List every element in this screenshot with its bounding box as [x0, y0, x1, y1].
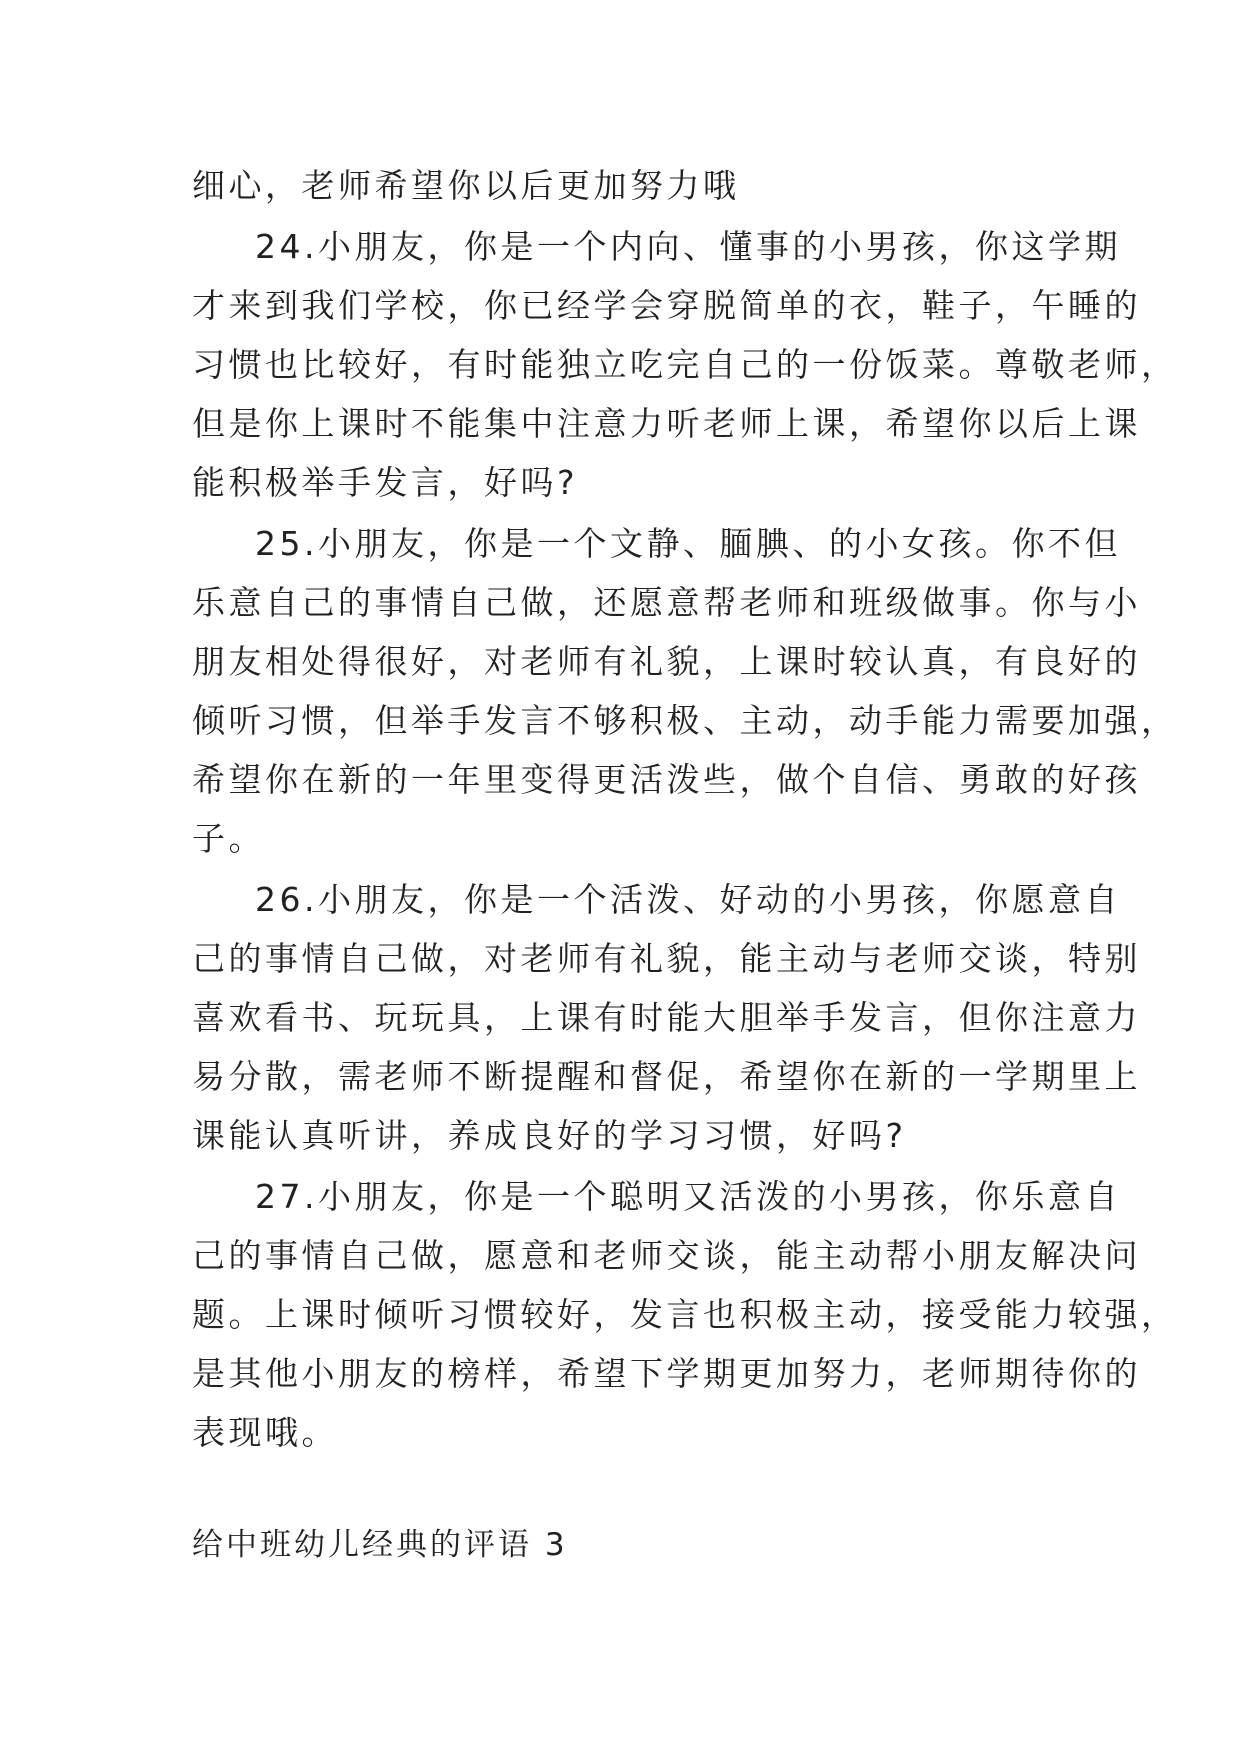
- paragraph-line: 是其他小朋友的榜样，希望下学期更加努力，老师期待你的: [192, 1354, 1141, 1393]
- paragraph-line: 课能认真听讲，养成良好的学习习惯，好吗?: [192, 1116, 907, 1155]
- paragraph-line: 希望你在新的一年里变得更活泼些，做个自信、勇敢的好孩: [192, 760, 1141, 799]
- paragraph-line: 25.小朋友，你是一个文静、腼腆、的小女孩。你不但: [255, 524, 1121, 563]
- paragraph-line: 易分散，需老师不断提醒和督促，希望你在新的一学期里上: [192, 1057, 1141, 1096]
- paragraph-line: 26.小朋友，你是一个活泼、好动的小男孩，你愿意自: [255, 880, 1121, 919]
- paragraph-line: 子。: [192, 819, 265, 858]
- paragraph-line: 能积极举手发言，好吗?: [192, 463, 579, 502]
- paragraph-line: 题。上课时倾听习惯较好，发言也积极主动，接受能力较强，: [192, 1295, 1178, 1334]
- paragraph-line: 喜欢看书、玩玩具，上课有时能大胆举手发言，但你注意力: [192, 998, 1141, 1037]
- paragraph-line: 表现哦。: [192, 1413, 338, 1452]
- paragraph-line: 朋友相处得很好，对老师有礼貌，上课时较认真，有良好的: [192, 642, 1141, 681]
- paragraph-line: 己的事情自己做，对老师有礼貌，能主动与老师交谈，特别: [192, 939, 1141, 978]
- paragraph-line: 24.小朋友，你是一个内向、懂事的小男孩，你这学期: [255, 227, 1121, 266]
- section-heading: 给中班幼儿经典的评语 3: [192, 1527, 568, 1563]
- paragraph-line: 才来到我们学校，你已经学会穿脱简单的衣，鞋子，午睡的: [192, 286, 1141, 325]
- paragraph-line: 乐意自己的事情自己做，还愿意帮老师和班级做事。你与小: [192, 583, 1141, 622]
- paragraph-line: 己的事情自己做，愿意和老师交谈，能主动帮小朋友解决问: [192, 1236, 1141, 1275]
- paragraph-line: 倾听习惯，但举手发言不够积极、主动，动手能力需要加强，: [192, 701, 1178, 740]
- paragraph-line: 细心，老师希望你以后更加努力哦: [192, 166, 740, 205]
- paragraph-line: 习惯也比较好，有时能独立吃完自己的一份饭菜。尊敬老师，: [192, 345, 1178, 384]
- paragraph-line: 27.小朋友，你是一个聪明又活泼的小男孩，你乐意自: [255, 1177, 1121, 1216]
- paragraph-line: 但是你上课时不能集中注意力听老师上课，希望你以后上课: [192, 404, 1141, 443]
